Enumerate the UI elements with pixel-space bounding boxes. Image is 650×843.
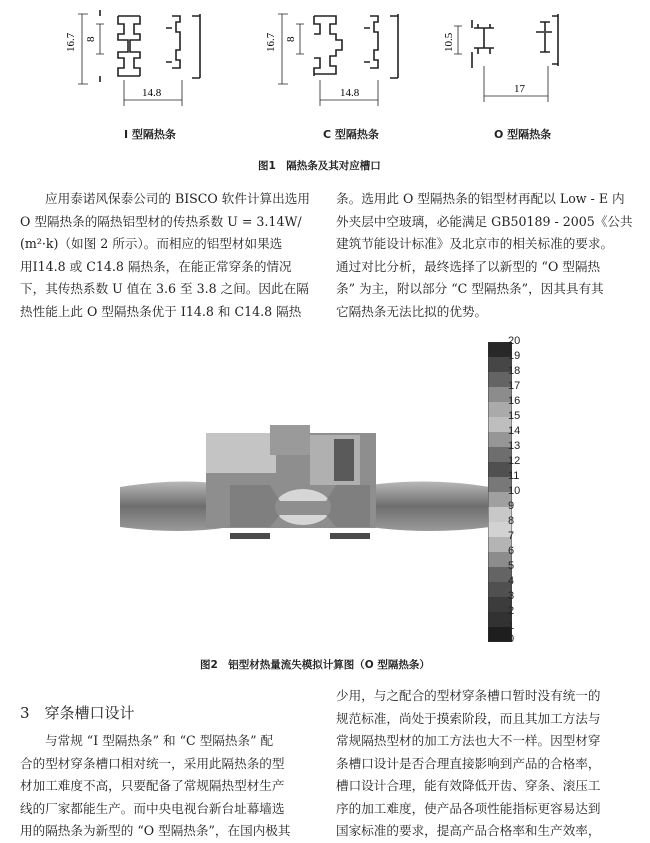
c-height-dim: 16.7	[265, 32, 277, 52]
color-scale-ticks	[508, 335, 548, 645]
i-profile-label: I 型隔热条	[124, 128, 176, 141]
c-profile-drawing	[260, 8, 430, 118]
text-line: 建筑节能设计标准》及北京市的相关标准的要求。	[336, 236, 614, 251]
text-line: 它隔热条无法比拟的优势。	[336, 303, 488, 319]
text-line: 材加工难度不高，只要配备了常规隔热型材生产	[20, 778, 285, 793]
i-profile-drawing	[60, 8, 230, 118]
thermal-simulation-image	[120, 415, 490, 555]
section-left-column	[20, 730, 318, 843]
scale-tick: 0	[508, 633, 515, 645]
text-line: 槽口设计合理，能有效降低开齿、穿条、滚压工	[336, 778, 601, 793]
scale-tick: 14	[508, 425, 521, 437]
text-line: 热性能上此 O 型隔热条优于 I14.8 和 C14.8 隔热	[20, 303, 302, 319]
text-line: 序的加工难度，使产品各项性能指标更容易达到	[336, 800, 601, 816]
scale-tick: 13	[508, 440, 521, 452]
scale-tick: 10	[508, 485, 521, 497]
figure-1-caption: 图1 隔热条及其对应槽口	[258, 160, 381, 172]
text-line: 下，其传热系数 U 值在 3.6 至 3.8 之间。因此在隔	[20, 281, 309, 296]
text-line: 外夹层中空玻璃，必能满足 GB50189 - 2005《公共	[336, 213, 633, 229]
text-line: 通过对比分析，最终选择了以新型的 “O 型隔热	[336, 258, 601, 274]
c-inner-dim: 8	[285, 36, 297, 42]
text-line: 合的型材穿条槽口相对统一，采用此隔热条的型	[20, 755, 285, 771]
text-line: 国家标准的要求，提高产品合格率和生产效率，	[336, 823, 601, 838]
scale-tick: 15	[508, 410, 521, 422]
scale-tick: 5	[508, 560, 515, 572]
text-line: 条。选用此 O 型隔热条的铝型材再配以 Low - E 内	[336, 191, 625, 206]
paragraph-right	[336, 188, 634, 323]
scale-tick: 4	[508, 575, 515, 587]
i-height-dim: 16.7	[65, 32, 77, 52]
o-profile-label: O 型隔热条	[494, 128, 552, 141]
text-line: 常规隔热型材的加工方法也大不一样。因型材穿	[336, 733, 601, 748]
c-profile-label: C 型隔热条	[323, 128, 379, 141]
section-heading: 3 穿条槽口设计	[20, 704, 135, 722]
text-line: 条槽口设计是否合理直接影响到产品的合格率，	[336, 755, 601, 771]
scale-tick: 20	[508, 335, 521, 347]
text-line: (m²·k)（如图 2 所示）。而相应的铝型材如果选	[20, 236, 283, 251]
text-line: 条” 为主，附以部分 “C 型隔热条”，因其具有其	[336, 281, 604, 296]
scale-tick: 6	[508, 545, 515, 557]
scale-tick: 12	[508, 455, 521, 467]
figure-1	[0, 0, 650, 175]
c-width-dim: 14.8	[340, 87, 360, 99]
scale-tick: 2	[508, 605, 515, 617]
text-line: 应用泰诺风保泰公司的 BISCO 软件计算出选用	[45, 191, 310, 206]
text-line: 与常规 “I 型隔热条” 和 “C 型隔热条” 配	[45, 733, 274, 748]
text-line: 用的隔热条为新型的 “O 型隔热条”，在国内极其	[20, 823, 291, 838]
scale-tick: 3	[508, 590, 515, 602]
scale-tick: 17	[508, 380, 521, 392]
i-width-dim: 14.8	[142, 87, 162, 99]
text-line: 线的厂家都能生产。而中央电视台新台址幕墙选	[20, 800, 285, 816]
o-width-dim: 17	[514, 83, 525, 95]
paragraph-left	[20, 188, 318, 323]
o-profile-drawing	[430, 8, 600, 118]
scale-tick: 8	[508, 515, 515, 527]
text-line: 少用，与之配合的型材穿条槽口暂时没有统一的	[336, 688, 601, 703]
o-height-dim: 10.5	[443, 32, 455, 52]
text-line: 用I14.8 或 C14.8 隔热条，在能正常穿条的情况	[20, 258, 292, 274]
text-line: 规范标准，尚处于摸索阶段，而且其加工方法与	[336, 710, 601, 726]
figure-2-caption: 图2 铝型材热量流失模拟计算图（O 型隔热条）	[200, 659, 430, 671]
scale-tick: 18	[508, 365, 521, 377]
scale-tick: 16	[508, 395, 521, 407]
scale-tick: 11	[508, 470, 520, 482]
scale-tick: 1	[508, 620, 515, 632]
scale-tick: 7	[508, 530, 515, 542]
scale-tick: 9	[508, 500, 515, 512]
figure-2	[0, 335, 650, 680]
section-right-column	[336, 685, 634, 843]
i-inner-dim: 8	[85, 36, 97, 42]
scale-tick: 19	[508, 350, 521, 362]
text-line: O 型隔热条的隔热铝型材的传热系数 U = 3.14W/	[20, 213, 302, 229]
